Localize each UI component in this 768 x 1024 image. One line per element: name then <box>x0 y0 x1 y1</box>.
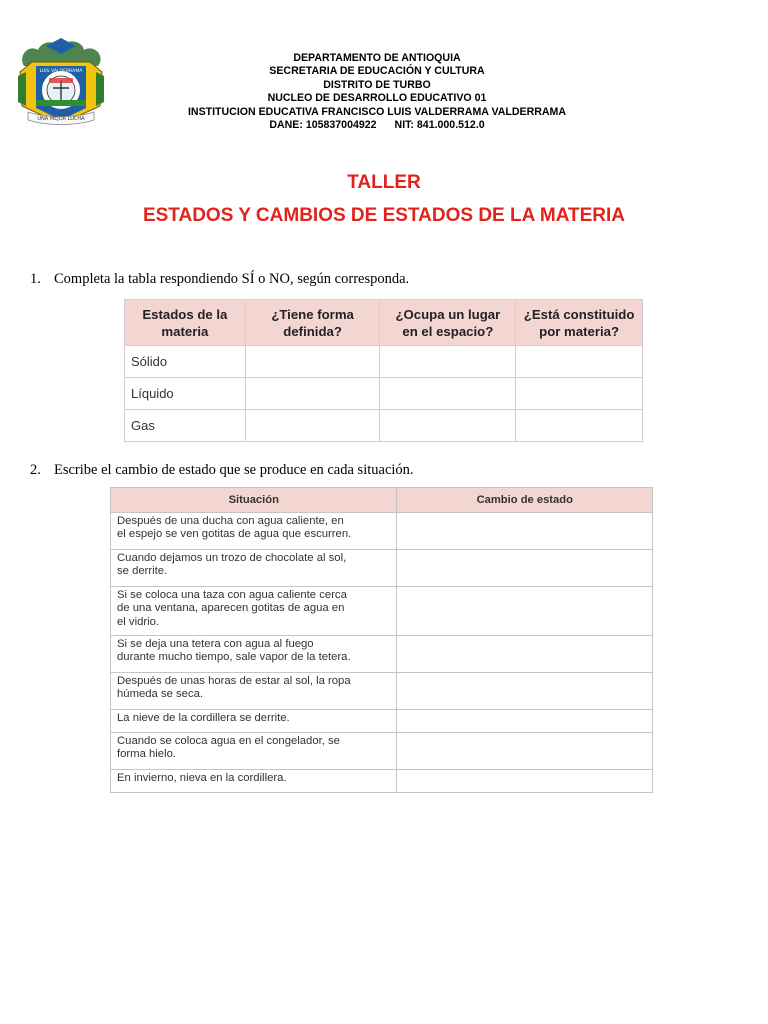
header-line-secretary: SECRETARIA DE EDUCACIÓN Y CULTURA <box>269 65 485 78</box>
institution-header <box>120 52 634 132</box>
header-cell-space: ¿Ocupa un lugar en el espacio? <box>380 300 516 346</box>
table-row <box>111 710 653 733</box>
school-crest-icon <box>16 36 106 128</box>
row-label: Líquido <box>125 378 246 410</box>
answer-cell[interactable] <box>397 673 653 710</box>
answer-cell[interactable] <box>397 733 653 770</box>
answer-cell[interactable] <box>397 710 653 733</box>
states-table <box>124 299 643 442</box>
answer-cell[interactable] <box>245 378 380 410</box>
table-row <box>125 410 643 442</box>
header-cell-shape: ¿Tiene forma definida? <box>245 300 380 346</box>
svg-text:UNA MEJOR LUCHA: UNA MEJOR LUCHA <box>37 116 85 122</box>
answer-cell[interactable] <box>397 636 653 673</box>
table-row <box>111 636 653 673</box>
header-line-department: DEPARTAMENTO DE ANTIOQUIA <box>293 52 461 64</box>
table-row <box>111 770 653 793</box>
page-title: TALLER <box>347 172 421 193</box>
table-row <box>111 587 653 636</box>
row-label: Gas <box>125 410 246 442</box>
situation-cell: En invierno, nieva en la cordillera. <box>111 770 397 793</box>
situation-cell: Cuando se coloca agua en el congelador, se forma hielo. <box>111 733 397 770</box>
question-number: 1. <box>30 271 41 287</box>
table-header-row <box>111 488 653 513</box>
table-row <box>125 346 643 378</box>
situation-cell: Después de una ducha con agua caliente, en el espejo se ven gotitas de agua que escurren. <box>111 513 397 550</box>
situation-cell: Después de unas horas de estar al sol, la ropa húmeda se seca. <box>111 673 397 710</box>
answer-cell[interactable] <box>397 770 653 793</box>
question-number: 2. <box>30 462 41 478</box>
page-subtitle: ESTADOS Y CAMBIOS DE ESTADOS DE LA MATERIA <box>142 205 626 226</box>
changes-table <box>110 487 653 793</box>
nit-code: NIT: 841.000.512.0 <box>394 119 485 132</box>
answer-cell[interactable] <box>516 346 643 378</box>
answer-cell[interactable] <box>397 550 653 587</box>
answer-cell[interactable] <box>245 346 380 378</box>
question-text: Completa la tabla respondiendo SÍ o NO, según corresponda. <box>54 271 410 287</box>
table-row <box>111 733 653 770</box>
table-row <box>111 550 653 587</box>
dane-code: DANE: 105837004922 <box>269 119 377 132</box>
header-cell-states: Estados de la materia <box>125 300 246 346</box>
question-text: Escribe el cambio de estado que se produce en cada situación. <box>54 462 414 478</box>
header-line-institution: INSTITUCION EDUCATIVA FRANCISCO LUIS VALDERRAMA VALDERRAMA <box>187 105 567 118</box>
header-cell-matter: ¿Está constituido por materia? <box>516 300 643 346</box>
answer-cell[interactable] <box>245 410 380 442</box>
header-ids <box>120 119 634 132</box>
answer-cell[interactable] <box>397 513 653 550</box>
header-line-district: DISTRITO DE TURBO <box>323 78 431 91</box>
header-cell-situation: Situación <box>111 488 397 513</box>
answer-cell[interactable] <box>516 410 643 442</box>
situation-cell: Si se deja una tetera con agua al fuego durante mucho tiempo, sale vapor de la tetera. <box>111 636 397 673</box>
header-line-nucleus: NUCLEO DE DESARROLLO EDUCATIVO 01 <box>267 92 487 105</box>
answer-cell[interactable] <box>397 587 653 636</box>
situation-cell: Cuando dejamos un trozo de chocolate al sol, se derrite. <box>111 550 397 587</box>
table-row <box>111 673 653 710</box>
header-cell-change: Cambio de estado <box>397 488 653 513</box>
situation-cell: La nieve de la cordillera se derrite. <box>111 710 397 733</box>
situation-cell: Si se coloca una taza con agua caliente cerca de una ventana, aparecen gotitas de agua en el vidrio. <box>111 587 397 636</box>
answer-cell[interactable] <box>380 346 516 378</box>
question-1 <box>30 271 409 288</box>
answer-cell[interactable] <box>380 410 516 442</box>
svg-text:LUIS VALDERRAMA: LUIS VALDERRAMA <box>39 69 83 74</box>
question-2 <box>30 462 414 479</box>
row-label: Sólido <box>125 346 246 378</box>
answer-cell[interactable] <box>516 378 643 410</box>
answer-cell[interactable] <box>380 378 516 410</box>
table-row <box>111 513 653 550</box>
table-row <box>125 378 643 410</box>
table-header-row <box>125 300 643 346</box>
